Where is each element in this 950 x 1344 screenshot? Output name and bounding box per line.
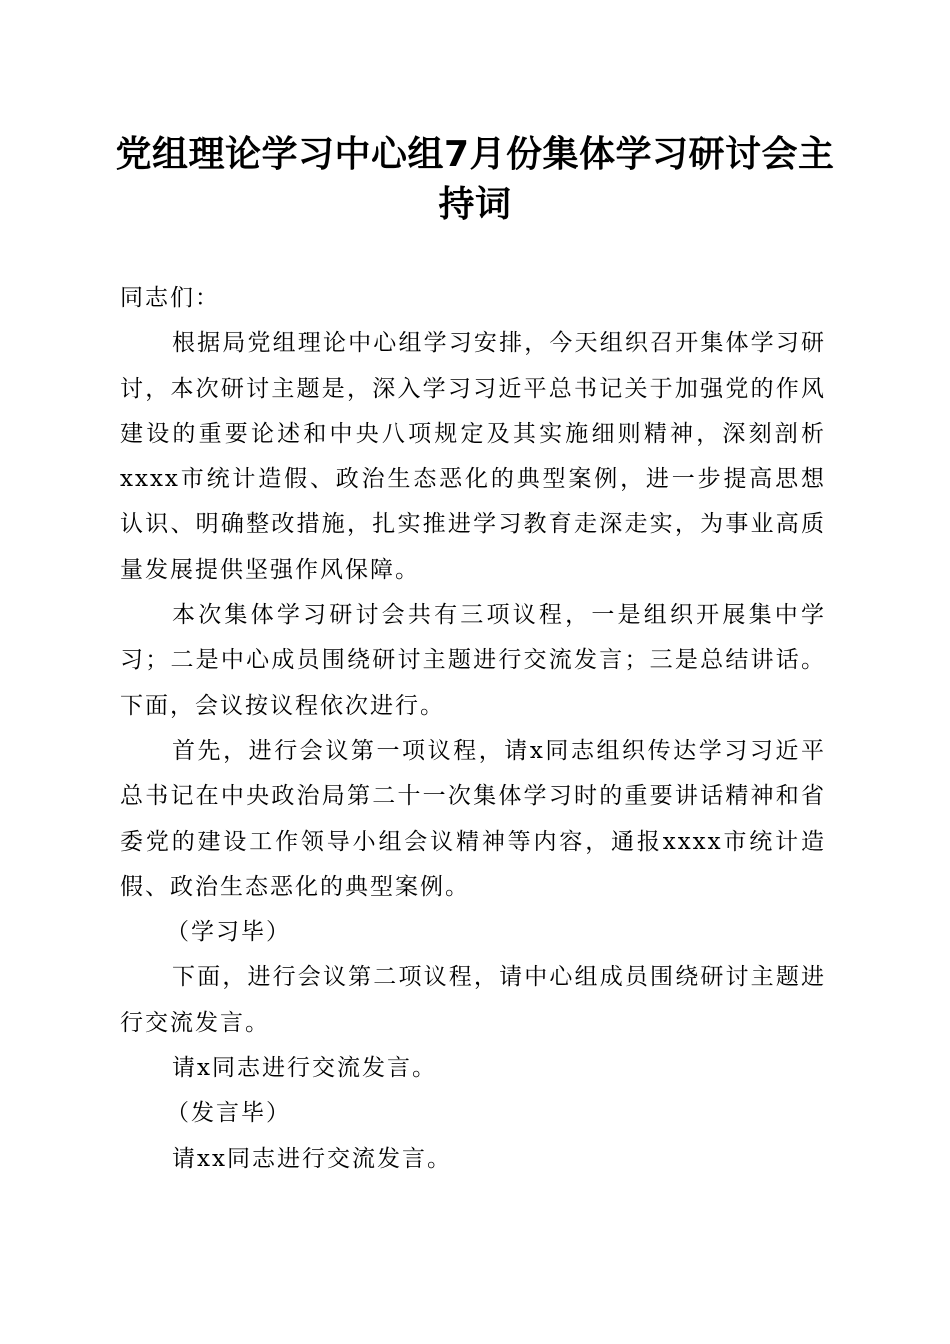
title-line-2: 持词 [438,184,512,225]
paragraph-agenda: 本次集体学习研讨会共有三项议程，一是组织开展集中学习；二是中心成员围绕研讨主题进行交流发言；三是总结讲话。下面，会议按议程依次进行。 [120,602,826,719]
document-title [100,130,850,230]
paragraph-first-item: 首先，进行会议第一项议程，请x同志组织传达学习习近平总书记在中央政治局第二十一次集体学习时的重要讲话精神和省委党的建设工作领导小组会议精神等内容，通报xxxx市统计造假、政治生态恶化的典型案例。 [120,737,826,900]
paragraph-research-topic: 根据局党组理论中心组学习安排，今天组织召开集体学习研讨，本次研讨主题是，深入学习习近平总书记关于加强党的作风建设的重要论述和中央八项规定及其实施细则精神，深刻剖析xxxx市统计造假、政治生态恶化的典型案例，进一步提高思想认识、明确整改措施，扎实推进学习教育走深走实，为事业高质量发展提供坚强作风保障。 [120,330,826,583]
note-speech-finished: （发言毕） [166,1100,291,1127]
salutation: 同志们： [120,285,220,311]
paragraph-speaker-x: 请x同志进行交流发言。 [172,1055,437,1082]
document-body [120,276,826,1182]
paragraph-second-item: 下面，进行会议第二项议程，请中心组成员围绕研讨主题进行交流发言。 [120,964,826,1036]
paragraph-speaker-xx: 请xx同志进行交流发言。 [172,1145,452,1172]
title-line-1: 党组理论学习中心组7月份集体学习研讨会主 [115,134,835,175]
note-study-finished: （学习毕） [166,919,291,946]
